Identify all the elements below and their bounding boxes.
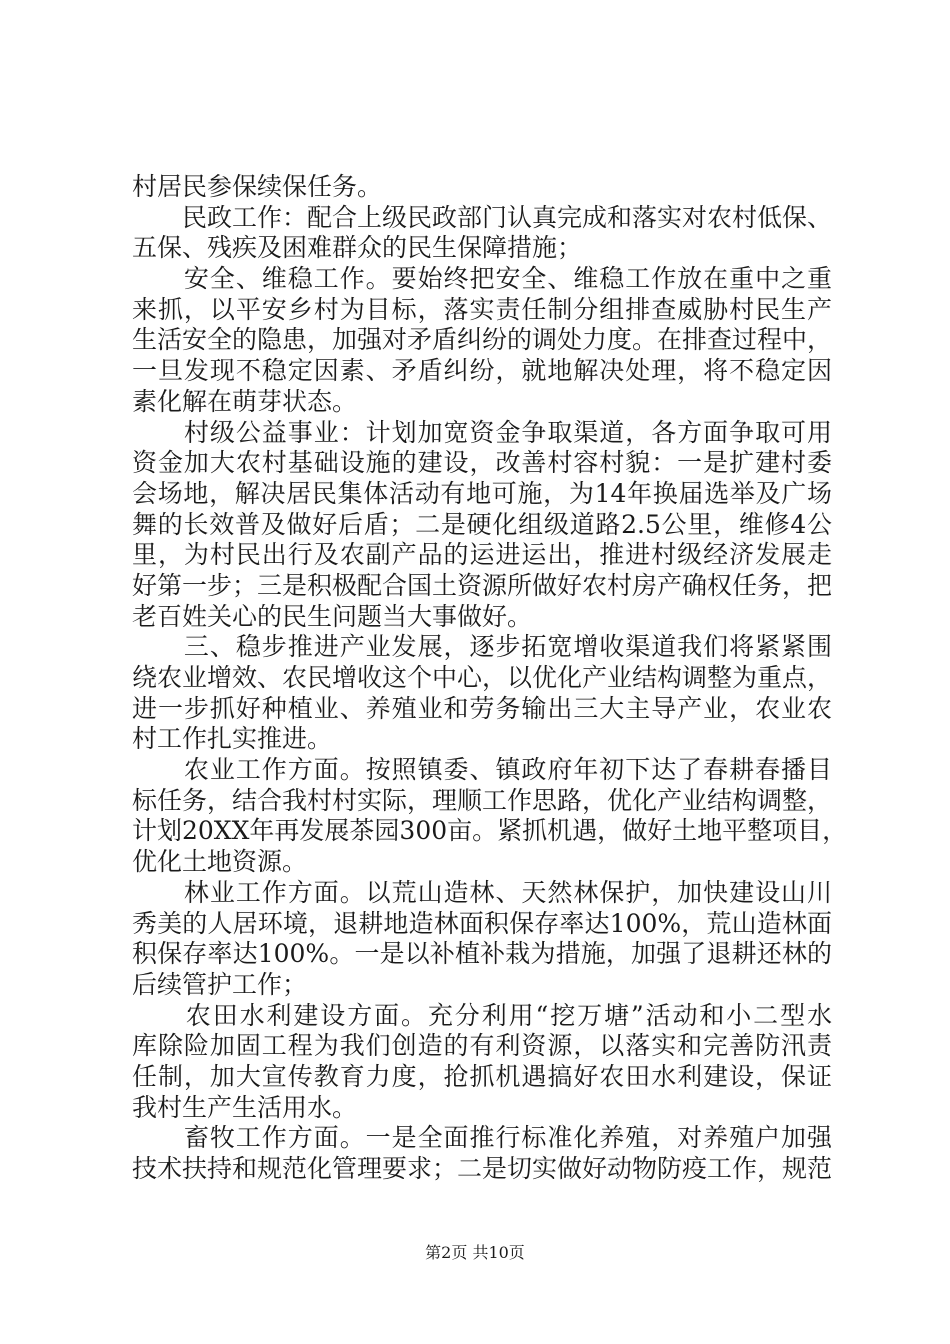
text-line: 后续管护工作； (132, 969, 308, 999)
text-line: 来抓，以平安乡村为目标，落实责任制分组排查威胁村民生产 (132, 294, 832, 324)
text-line: 一旦发现不稳定因素、矛盾纠纷，就地解决处理，将不稳定因 (132, 356, 832, 386)
text-line: 任制，加大宣传教育力度，抢抓机遇搞好农田水利建设，保证 (132, 1061, 832, 1091)
text-line: 生活安全的隐患，加强对矛盾纠纷的调处力度。在排查过程中， (132, 325, 833, 355)
text-line: 五保、残疾及困难群众的民生保障措施； (132, 233, 583, 263)
page-number-footer: 第2页 共10页 (425, 1243, 525, 1262)
text-line: 好第一步；三是积极配合国土资源所做好农村房产确权任务，把 (132, 570, 833, 600)
text-line: 秀美的人居环境，退耕地造林面积保存率达100%，荒山造林面 (132, 908, 832, 938)
text-line: 计划20XX年再发展茶园300亩。紧抓机遇，做好土地平整项目， (132, 816, 848, 846)
document-body (132, 172, 848, 1185)
text-line: 技术扶持和规范化管理要求；二是切实做好动物防疫工作，规范 (132, 1154, 833, 1183)
text-line: 村居民参保续保任务。 (132, 172, 383, 201)
text-line: 民政工作：配合上级民政部门认真完成和落实对农村低保、 (132, 202, 833, 232)
text-line: 库除险加固工程为我们创造的有利资源，以落实和完善防汛责 (132, 1031, 832, 1061)
text-line: 老百姓关心的民生问题当大事做好。 (132, 601, 533, 631)
text-line: 农业工作方面。按照镇委、镇政府年初下达了春耕春播目 (132, 755, 832, 785)
text-line: 三、稳步推进产业发展，逐步拓宽增收渠道我们将紧紧围 (132, 632, 832, 662)
text-line: 舞的长效普及做好后盾；二是硬化组级道路2.5公里，维修4公 (132, 509, 832, 539)
text-line: 会场地，解决居民集体活动有地可施，为14年换届选举及广场 (132, 478, 832, 508)
text-line: 村级公益事业：计划加宽资金争取渠道，各方面争取可用 (132, 417, 832, 447)
text-line: 积保存率达100%。一是以补植补栽为措施，加强了退耕还林的 (132, 939, 832, 969)
text-line: 进一步抓好种植业、养殖业和劳务输出三大主导产业，农业农 (132, 693, 832, 723)
text-line: 素化解在萌芽状态。 (132, 386, 358, 416)
text-line: 绕农业增效、农民增收这个中心，以优化产业结构调整为重点， (132, 663, 833, 692)
text-line: 优化土地资源。 (132, 847, 308, 877)
text-line: 标任务，结合我村村实际，理顺工作思路，优化产业结构调整， (132, 785, 833, 815)
text-line: 村工作扎实推进。 (132, 724, 333, 754)
text-line: 安全、维稳工作。要始终把安全、维稳工作放在重中之重 (132, 264, 832, 294)
text-line: 我村生产生活用水。 (132, 1092, 358, 1122)
text-line: 资金加大农村基础设施的建设，改善村容村貌：一是扩建村委 (132, 448, 832, 478)
text-line: 里，为村民出行及农副产品的运进运出，推进村级经济发展走 (132, 540, 832, 570)
text-line: 林业工作方面。以荒山造林、天然林保护，加快建设山川 (132, 877, 832, 907)
text-line: 畜牧工作方面。一是全面推行标准化养殖，对养殖户加强 (132, 1123, 832, 1153)
text-line: 农田水利建设方面。充分利用“挖万塘”活动和小二型水 (132, 1000, 832, 1030)
